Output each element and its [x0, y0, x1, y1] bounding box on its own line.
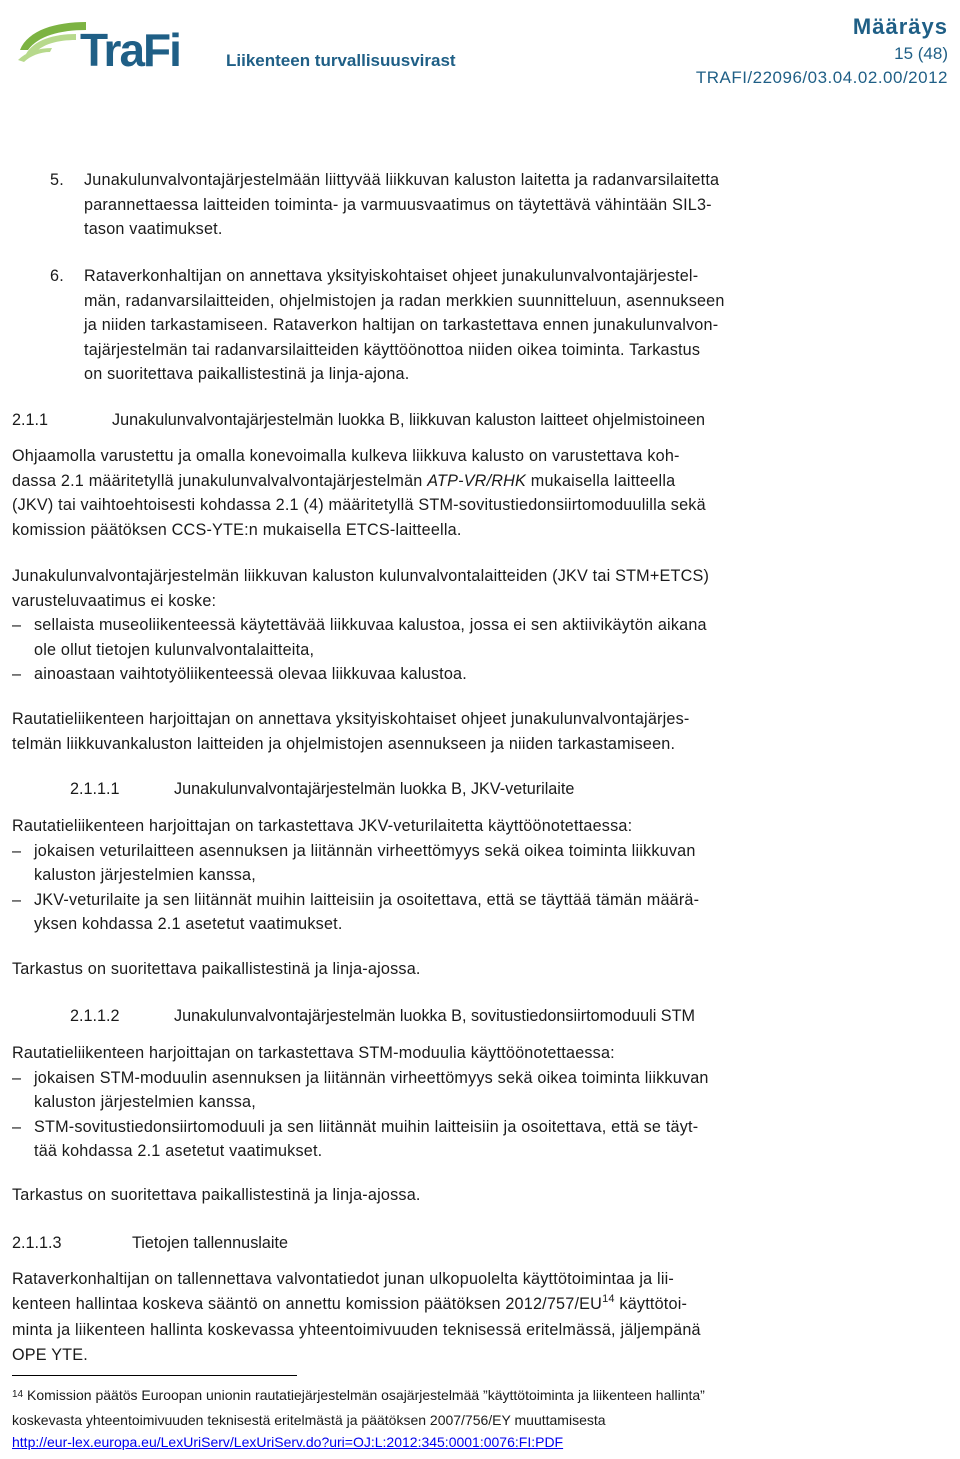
footnote-separator: [12, 1375, 297, 1376]
trafi-logo-icon: [16, 16, 456, 76]
section-number: 2.1.1: [12, 411, 49, 429]
dash-list-item: [12, 1115, 948, 1164]
section-title: Junakulunvalvontajärjestelmän luokka B, sovitustiedonsiirtomoduuli STM: [174, 1007, 695, 1025]
text-line: Rautatieliikenteen harjoittajan on annettava yksityiskohtaiset ohjeet junakulunvalvontajärjes-: [12, 710, 690, 728]
text-line: män, radanvarsilaitteiden, ohjelmistojen ja radan merkkien suunnitteluun, asennukseen: [84, 291, 725, 310]
text-line: kaluston järjestelmien kanssa,: [34, 866, 256, 884]
text-line: jokaisen STM-moduulin asennuksen ja liitännän virheettömyys sekä oikea toiminta liikkuvan: [34, 1068, 709, 1087]
text-span: kenteen hallintaa koskeva sääntö on annettu komission päätöksen 2012/757/EU: [12, 1294, 603, 1313]
text-line: (JKV) tai vaihtoehtoisesti kohdassa 2.1 (4) määritetyllä STM-sovitustiedonsiirtomoduulilla sekä: [12, 496, 706, 514]
text-line: [12, 469, 948, 494]
paragraph: [12, 1041, 948, 1164]
section-title: Junakulunvalvontajärjestelmän luokka B, liikkuvan kaluston laitteet ohjelmistoineen: [112, 411, 705, 429]
system-name: ATP-VR/RHK: [427, 471, 527, 490]
dash-list-item: [12, 888, 948, 937]
text-line: JKV-veturilaite ja sen liitännät muihin laitteisiin ja osoitettava, että se täyttää tämän määrä-: [34, 890, 700, 909]
paragraph: [12, 814, 948, 937]
text-span: käyttötoi-: [614, 1294, 688, 1313]
text-line: tason vaatimukset.: [84, 220, 223, 238]
paragraph: [12, 707, 948, 756]
text-line: sellaista museoliikenteessä käytettävää liikkuvaa kalustoa, jossa ei sen aktiivikäytön aikana: [34, 616, 707, 634]
dash-list-item: [12, 1066, 948, 1115]
footnote-reference[interactable]: 14: [602, 1292, 615, 1305]
text-line: on suoritettava paikallistestinä ja linja-ajona.: [84, 365, 410, 383]
section-heading-2-1-1: [12, 408, 952, 432]
text-line: telmän liikkuvankaluston laitteiden ja ohjelmistojen asennukseen ja niiden tarkastamiseen.: [12, 734, 676, 753]
section-heading-2-1-1-1: [70, 777, 950, 801]
footnote-link[interactable]: http://eur-lex.europa.eu/LexUriServ/LexUriServ.do?uri=OJ:L:2012:345:0001:0076:FI:PDF: [12, 1434, 564, 1450]
section-heading-2-1-1-3: [12, 1231, 952, 1255]
footnote: [12, 1384, 948, 1453]
section-title: Junakulunvalvontajärjestelmän luokka B, JKV-veturilaite: [174, 780, 575, 798]
text-line: Junakulunvalvontajärjestelmän liikkuvan kaluston kulunvalvontalaitteiden (JKV tai STM+ETCS): [12, 567, 710, 585]
text-line: OPE YTE.: [12, 1345, 88, 1364]
dash-bullet: –: [12, 841, 22, 860]
text-line: minta ja liikenteen hallinta koskevassa yhteentoimivuuden teknisessä eritelmässä, jäljempänä: [12, 1321, 701, 1339]
paragraph: [12, 957, 948, 982]
text-line: tää kohdassa 2.1 asetetut vaatimukset.: [34, 1142, 323, 1160]
paragraph: [12, 564, 948, 687]
dash-bullet: –: [12, 1117, 22, 1136]
text-line: [12, 1384, 948, 1409]
section-number: 2.1.1.2: [70, 1007, 120, 1025]
text-line: Tarkastus on suoritettava paikallistestinä ja linja-ajossa.: [12, 960, 421, 978]
dash-bullet: –: [12, 616, 22, 634]
text-line: koskevasta yhteentoimivuuden teknisestä eritelmästä ja päätöksen 2007/756/EY muuttamisesta: [12, 1412, 606, 1428]
header-meta: [696, 12, 948, 90]
paragraph: [12, 1183, 948, 1208]
text-line: tajärjestelmän tai radanvarsilaitteiden käyttöönottoa niiden oikea toiminta. Tarkastus: [84, 340, 701, 359]
list-text: [84, 264, 954, 387]
text-line: [12, 1292, 948, 1319]
text-line: kaluston järjestelmien kanssa,: [34, 1093, 256, 1111]
page-number: 15 (48): [894, 44, 948, 63]
paragraph: [12, 444, 948, 542]
text-line: Tarkastus on suoritettava paikallistestinä ja linja-ajossa.: [12, 1186, 421, 1204]
section-number: 2.1.1.3: [12, 1234, 62, 1252]
paragraph: [12, 1267, 948, 1367]
text-line: Rautatieliikenteen harjoittajan on tarkastettava STM-moduulia käyttöönotettaessa:: [12, 1044, 615, 1062]
text-line: komission päätöksen CCS-YTE:n mukaisella ETCS-laitteella.: [12, 520, 462, 539]
list-number: 5.: [50, 171, 64, 189]
text-span: dassa 2.1 määritetyllä junakulunvalvalvontajärjestelmän: [12, 471, 428, 490]
text-line: jokaisen veturilaitteen asennuksen ja liitännän virheettömyys sekä oikea toiminta liikkuvan: [34, 841, 696, 860]
text-span: mukaisella laitteella: [526, 471, 676, 490]
dash-list-item: [12, 613, 948, 662]
text-line: varusteluvaatimus ei koske:: [12, 591, 217, 610]
text-line: ole ollut tietojen kulunvalvontalaitteita,: [34, 640, 315, 659]
text-line: Rataverkonhaltijan on annettava yksityiskohtaiset ohjeet junakulunvalvontajärjestel-: [84, 267, 699, 285]
logo-subtitle: Liikenteen turvallisuusvirasto: [226, 51, 456, 70]
text-span: Komission päätös Euroopan unionin rautatiejärjestelmän osajärjestelmää ”käyttötoiminta ja liikenteen hallinta”: [27, 1387, 705, 1403]
text-line: Rautatieliikenteen harjoittajan on tarkastettava JKV-veturilaitetta käyttöönotettaessa:: [12, 817, 633, 835]
doc-type: Määräys: [852, 14, 948, 39]
dash-list-item: [12, 662, 948, 687]
text-line: yksen kohdassa 2.1 asetetut vaatimukset.: [34, 915, 343, 933]
dash-bullet: –: [12, 665, 22, 683]
footnote-mark: 14: [12, 1389, 24, 1400]
dash-list-item: [12, 839, 948, 888]
section-title: Tietojen tallennuslaite: [132, 1234, 288, 1252]
text-line: ainoastaan vaihtotyöliikenteessä olevaa liikkuvaa kalustoa.: [34, 665, 467, 683]
dash-bullet: –: [12, 1068, 22, 1087]
dash-bullet: –: [12, 890, 22, 909]
text-line: Rataverkonhaltijan on tallennettava valvontatiedot junan ulkopuolelta käyttötoimintaa ja lii-: [12, 1270, 675, 1288]
list-number: 6.: [50, 267, 64, 285]
section-heading-2-1-1-2: [70, 1004, 950, 1028]
text-line: ja niiden tarkastamiseen. Rataverkon haltijan on tarkastettava ennen junakulunvalvon-: [84, 316, 719, 334]
text-line: Junakulunvalvontajärjestelmään liittyvää liikkuvan kaluston laitetta ja radanvarsilaitetta: [84, 171, 720, 189]
text-line: Ohjaamolla varustettu ja omalla konevoimalla kulkeva liikkuva kalusto on varustettava koh-: [12, 447, 680, 465]
trafi-logo: [16, 16, 456, 76]
list-text: [84, 168, 954, 242]
text-line: parannettaessa laitteiden toiminta- ja varmuusvaatimus on täytettävä vähintään SIL3-: [84, 195, 712, 214]
section-number: 2.1.1.1: [70, 780, 120, 798]
document-id: TRAFI/22096/03.04.02.00/2012: [695, 68, 948, 87]
logo-wordmark: TraFi: [80, 24, 180, 76]
text-line: STM-sovitustiedonsiirtomoduuli ja sen liitännät muihin laitteisiin ja osoitettava, että se täyt-: [34, 1117, 699, 1136]
